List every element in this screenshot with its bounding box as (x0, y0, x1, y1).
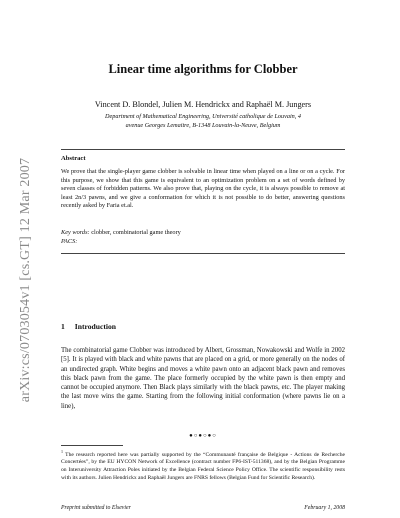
section-number: 1 (61, 322, 65, 331)
introduction-paragraph: The combinatorial game Clobber was introduced by Albert, Grossman, Nowakowski and Wolfe in 2002 [5]. It is played with black and white pawns that are placed on a grid, or more generally on the nodes of an undirected graph. White begins and moves a white pawn onto an adjacent black pawn and removes this black pawn from the game. The place formerly occupied by the white pawn is then empty and cannot be occupied anymore. Then Black plays similarly with the black pawns, etc. The player making the last move wins the game. Starting from the following initial conformation (where pawns lie on a line), (61, 347, 345, 410)
footnote (61, 448, 345, 482)
pawn-sequence: ●○●○●○ (189, 433, 217, 439)
affiliation-line-1: Department of Mathematical Engineering, Université catholique de Louvain, 4 (105, 113, 301, 120)
pacs-label: PACS: (61, 238, 78, 245)
abstract-bottom-rule (61, 253, 345, 254)
abstract-top-rule (61, 149, 345, 150)
affiliation (71, 113, 335, 130)
author-list: Vincent D. Blondel, Julien M. Hendrickx and Raphaël M. Jungers (94, 100, 312, 109)
abstract-text: We prove that the single-player game clobber is solvable in linear time when played on a line or on a cycle. For this purpose, we show that this game is equivalent to an optimization problem on a set of words defined by seven classes of forbidden patterns. We also prove that, playing on the cycle, it is always possible to remove at least 2n/3 pawns, and we give a conformation for which it is not possible to do better, answering questions recently asked by Faria et.al. (61, 168, 345, 210)
arxiv-stamp (15, 125, 37, 435)
footnote-rule (61, 445, 123, 446)
footnote-mark: 1 (61, 449, 63, 454)
keywords-value: clobber, combinatorial game theory (89, 229, 181, 236)
preprint-note: Preprint submitted to Elsevier (61, 505, 131, 511)
footnote-text: The research reported here was partially supported by the “Communauté française de Belgique - Actions de Recherche Concertées”, by the EU HYCON Network of Excellence (contract number FP6-IST-511368), and by the Belgian Programme on Interuniversity Attraction Poles initiated by the Belgian Federal Science Policy Office. The scientific responsibility rests with its authors. Julien Hendrickx and Raphaël Jungers are FNRS fellows (Belgian Fund for Scientific Research). (61, 451, 345, 481)
section-title: Introduction (74, 322, 117, 331)
keywords-label: Key words: (61, 229, 90, 236)
paper-title: Linear time algorithms for Clobber (108, 62, 298, 76)
affiliation-line-2: avenue Georges Lemaitre, B-1348 Louvain-la-Neuve, Belgium (125, 121, 281, 129)
paper-content (61, 0, 345, 518)
footer-date: February 1, 2008 (304, 505, 345, 511)
keywords (61, 229, 345, 238)
pacs (61, 238, 77, 245)
arxiv-identifier: arXiv:cs/0703054v1 [cs.GT] 12 Mar 2007 (18, 157, 34, 403)
section-heading (61, 322, 116, 331)
abstract-heading: Abstract (61, 155, 86, 162)
